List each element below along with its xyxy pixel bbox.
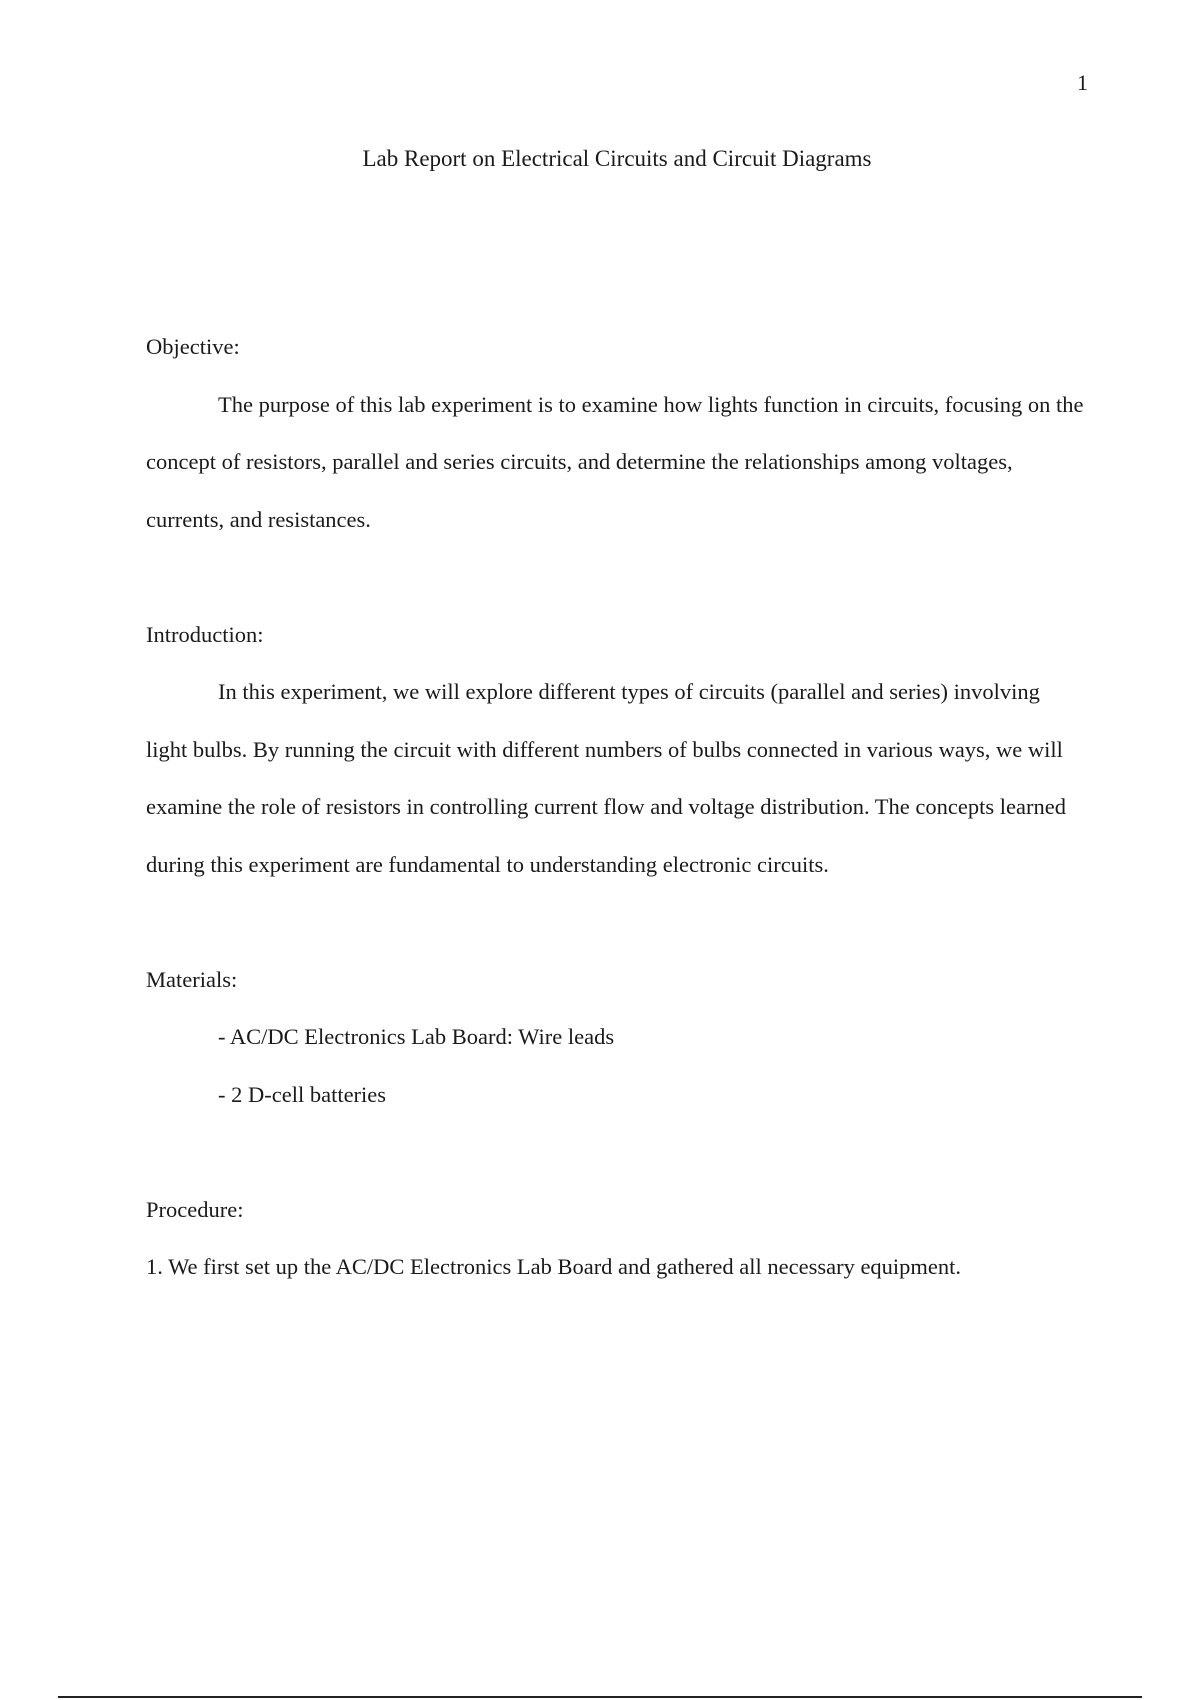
procedure-step: 1. We first set up the AC/DC Electronics Lab Board and gathered all necessary equipment. — [146, 1254, 962, 1279]
introduction-heading: Introduction: — [146, 621, 264, 647]
document-title: Lab Report on Electrical Circuits and Circuit Diagrams — [362, 146, 872, 171]
materials-list — [146, 1008, 1086, 1123]
objective-paragraph: The purpose of this lab experiment is to examine how lights function in circuits, focusing on the concept of resistors, parallel and series circuits, and determine the relationships among voltages, currents, and resistances. — [146, 391, 1084, 532]
section-spacer — [146, 548, 1086, 606]
section-spacer — [146, 1123, 1086, 1181]
page-bottom-divider — [58, 1696, 1142, 1698]
objective-section — [146, 318, 1086, 548]
materials-item: - AC/DC Electronics Lab Board: Wire leads — [218, 1024, 615, 1049]
materials-section — [146, 951, 1086, 1124]
materials-heading: Materials: — [146, 966, 238, 992]
introduction-paragraph: In this experiment, we will explore different types of circuits (parallel and series) involving light bulbs. By running the circuit with different numbers of bulbs connected in various ways, we will examine the role of resistors in controlling current flow and voltage distribution. The concepts learned during this experiment are fundamental to understanding electronic circuits. — [146, 679, 1066, 877]
objective-heading: Objective: — [146, 334, 240, 359]
materials-item: - 2 D-cell batteries — [218, 1081, 387, 1107]
procedure-section — [146, 1181, 1086, 1296]
introduction-section — [146, 606, 1086, 894]
section-spacer — [146, 893, 1086, 951]
procedure-heading: Procedure: — [146, 1196, 244, 1222]
page-number: 1 — [1077, 70, 1088, 95]
document-body — [146, 318, 1086, 1296]
